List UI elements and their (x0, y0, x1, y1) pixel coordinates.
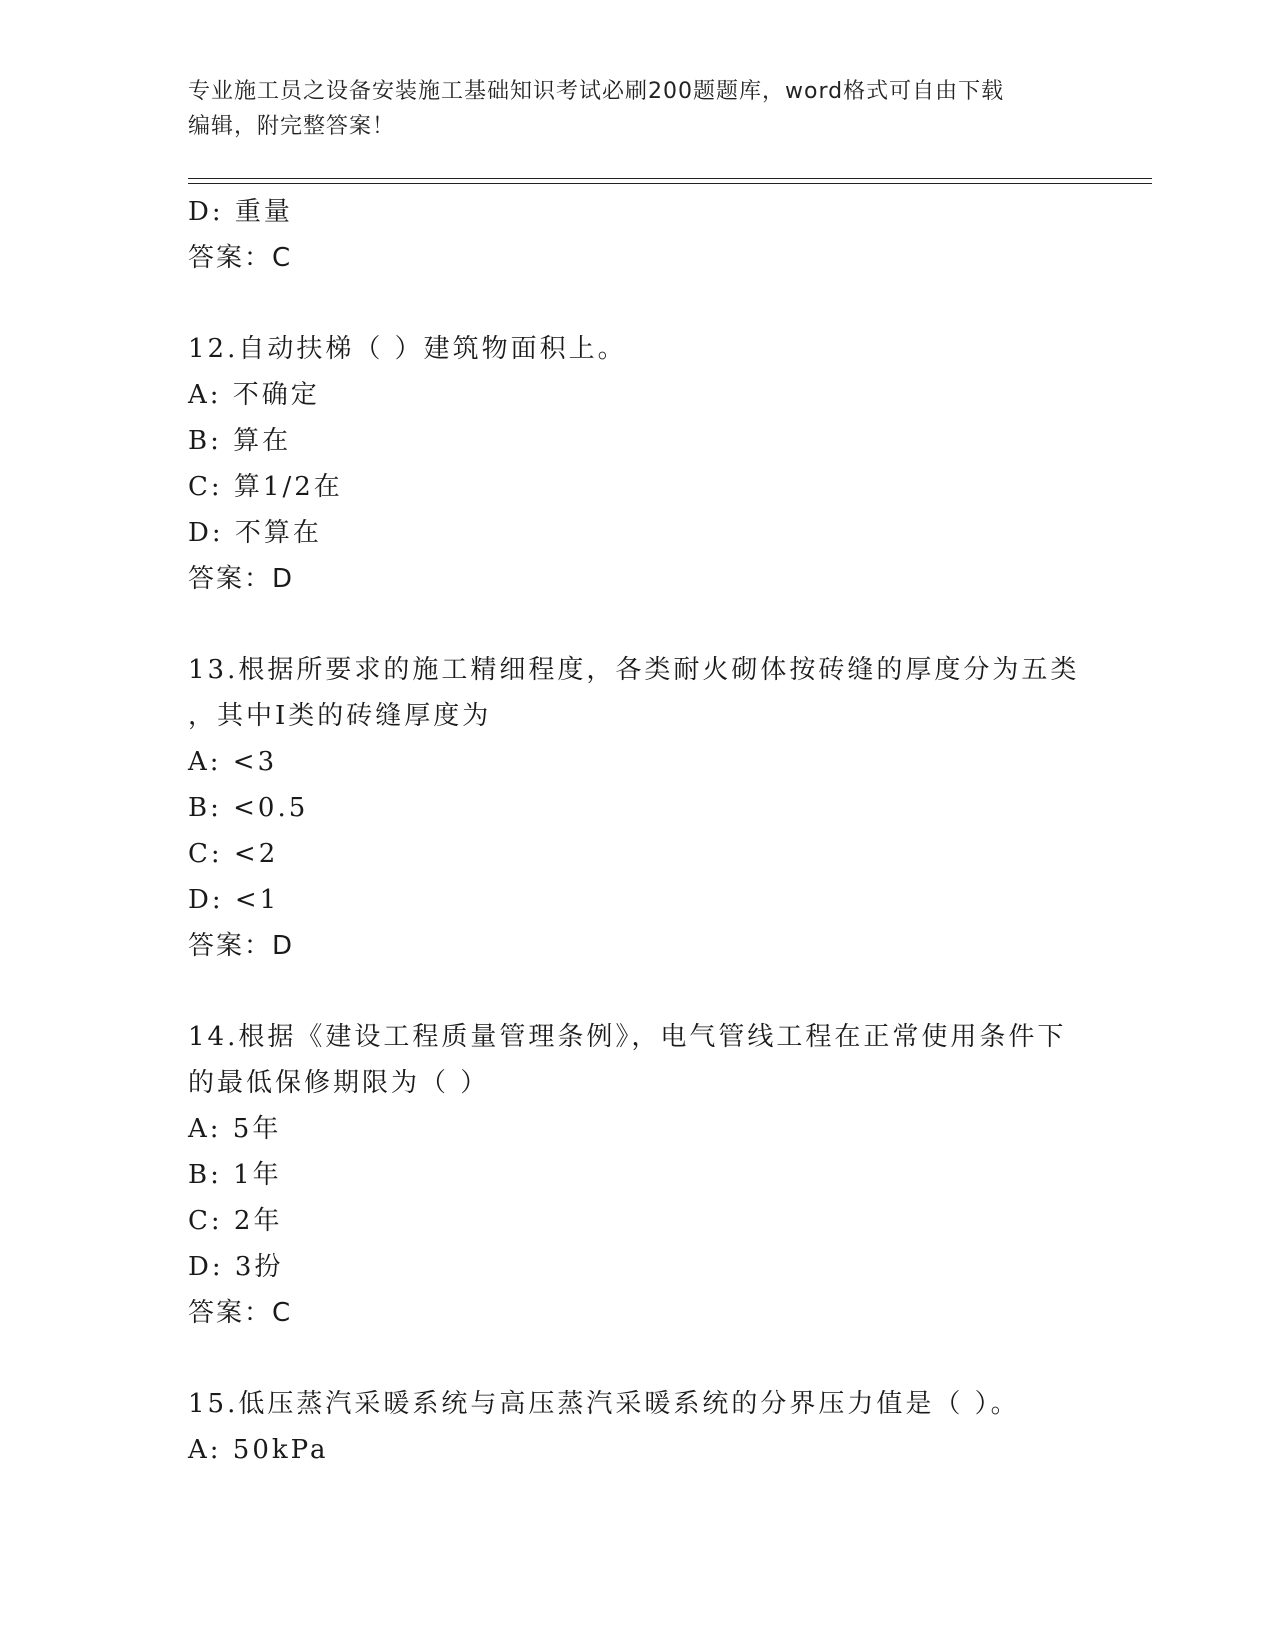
stem-line: 14.根据《建设工程质量管理条例》，电气管线工程在正常使用条件下 (188, 1022, 1067, 1052)
option-c: C: <2 (188, 839, 279, 869)
question-stem (188, 1014, 1088, 1106)
option-a: A: <3 (188, 747, 278, 777)
option-b: B: 1年 (188, 1160, 282, 1190)
option-d: D: <1 (188, 885, 280, 915)
question-stem (188, 326, 1088, 372)
stem-line: 的最低保修期限为（ ） (188, 1068, 490, 1098)
answer-line: 答案：D (188, 931, 295, 961)
option-b: B: 算在 (188, 426, 292, 456)
question-stem (188, 647, 1088, 739)
question-14 (188, 1014, 1088, 1336)
stem-line: 15.低压蒸汽采暖系统与高压蒸汽采暖系统的分界压力值是（ ）。 (188, 1389, 1020, 1419)
option-c: C: 2年 (188, 1206, 283, 1236)
option-d: D: 不算在 (188, 518, 322, 548)
document-header (188, 74, 1088, 144)
option-a: A: 50kPa (188, 1435, 329, 1465)
question-stem (188, 1381, 1088, 1427)
stem-line: 13.根据所要求的施工精细程度，各类耐火砌体按砖缝的厚度分为五类 (188, 655, 1080, 685)
stem-line: 12.自动扶梯（ ）建筑物面积上。 (188, 334, 627, 364)
option-a: A: 5年 (188, 1114, 282, 1144)
option-a: A: 不确定 (188, 380, 320, 410)
answer-line: 答案：C (188, 1298, 293, 1328)
header-line-1: 专业施工员之设备安装施工基础知识考试必刷200题题库，word格式可自由下载 (188, 79, 1005, 104)
option-d: D: 3扮 (188, 1252, 284, 1282)
stem-line: ，其中I类的砖缝厚度为 (188, 701, 492, 731)
previous-question-tail (188, 189, 1088, 281)
question-13 (188, 647, 1088, 969)
header-line-2: 编辑，附完整答案！ (188, 114, 396, 139)
answer-line: 答案：D (188, 564, 295, 594)
header-rule-bottom (188, 183, 1152, 184)
option-c: C: 算1/2在 (188, 472, 343, 502)
question-list (188, 189, 1088, 1473)
answer-line: 答案：C (188, 243, 293, 273)
question-12 (188, 326, 1088, 602)
header-rule-top (188, 178, 1152, 179)
option-d: D: 重量 (188, 197, 293, 227)
question-15 (188, 1381, 1088, 1473)
option-b: B: <0.5 (188, 793, 309, 823)
